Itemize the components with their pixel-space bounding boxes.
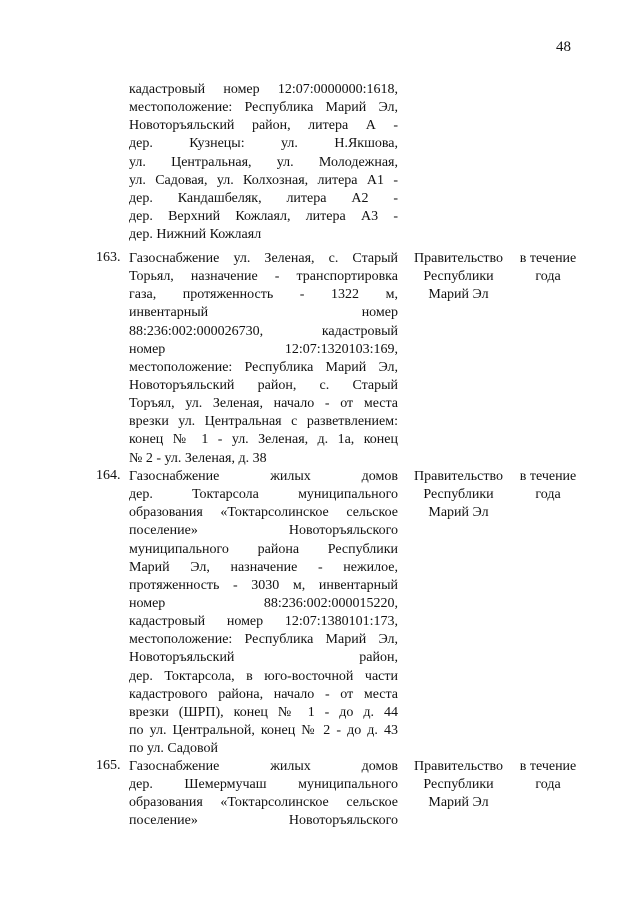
page-number: 48 [556, 39, 571, 55]
responsible-line: Правительство [414, 251, 503, 266]
item-description [129, 81, 398, 244]
text-line: Газоснабжение жилых домов [129, 469, 398, 484]
deadline-line: в течение [519, 469, 577, 484]
text-line: кадастровый номер 12:07:0000000:1618, [129, 82, 398, 97]
item-number: 164. [96, 468, 121, 483]
deadline-line: в течение [519, 251, 577, 266]
responsible-party [407, 758, 510, 812]
text-line: поселение» Новоторъяльского [129, 523, 398, 539]
text-line: образования «Токтарсолинское сельское [129, 505, 398, 521]
text-line: протяженность - 3030 м, инвентарный [129, 577, 398, 593]
text-line: Новоторъяльский район, литера А - [129, 118, 398, 134]
text-line: № 2 - ул. Зеленая, д. 38 [129, 450, 267, 466]
text-line: муниципального района Республики [129, 541, 398, 557]
responsible-line: Марий Эл [428, 287, 489, 303]
responsible-line: Марий Эл [428, 505, 489, 521]
text-line: образования «Токтарсолинское сельское [129, 795, 398, 811]
text-line: кадастрового района, начало - от места [129, 686, 398, 702]
text-line: 88:236:002:000026730, кадастровый [129, 323, 398, 339]
text-line: дер. Кандашбеляк, литера А2 - [129, 190, 398, 206]
text-line: ул. Центральная, ул. Молодежная, [129, 154, 398, 170]
text-line: газа, протяженность - 1322 м, [129, 287, 398, 303]
text-line: врезки (ШРП), конец № 1 - до д. 44 [129, 704, 398, 720]
text-line: номер 88:236:002:000015220, [129, 595, 398, 611]
text-line: местоположение: Республика Марий Эл, [129, 359, 398, 375]
item-number: 165. [96, 758, 121, 773]
text-line: Марий Эл, назначение - нежилое, [129, 559, 398, 575]
text-line: врезки ул. Центральная с разветвлением: [129, 414, 398, 430]
responsible-line: Республики [423, 487, 494, 503]
responsible-line: Республики [423, 269, 494, 285]
text-line: Торъял, ул. Зеленая, начало - от места [129, 396, 398, 412]
text-line: дер. Токтарсола, в юго-восточной части [129, 668, 398, 684]
text-line: номер 12:07:1320103:169, [129, 341, 398, 357]
text-line: Новоторъяльский район, [129, 650, 398, 666]
text-line: Газоснабжение жилых домов [129, 759, 398, 774]
deadline-line: года [535, 777, 561, 793]
deadline [514, 758, 582, 794]
text-line: местоположение: Республика Марий Эл, [129, 100, 398, 116]
text-line: инвентарный номер [129, 305, 398, 321]
deadline-line: в течение [519, 759, 577, 774]
item-description [129, 250, 398, 468]
item-number: 163. [96, 250, 121, 265]
text-line: по ул. Садовой [129, 741, 219, 757]
deadline-line: года [535, 269, 561, 285]
deadline-line: года [535, 487, 561, 503]
deadline [514, 250, 582, 286]
text-line: местоположение: Республика Марий Эл, [129, 632, 398, 648]
text-line: Торьял, назначение - транспортировка [129, 269, 398, 285]
responsible-party [407, 250, 510, 304]
responsible-line: Марий Эл [428, 795, 489, 811]
responsible-line: Республики [423, 777, 494, 793]
text-line: дер. Токтарсола муниципального [129, 487, 398, 503]
item-description [129, 468, 398, 758]
deadline [514, 468, 582, 504]
item-description [129, 758, 398, 831]
text-line: конец № 1 - ул. Зеленая, д. 1а, конец [129, 432, 398, 448]
text-line: дер. Шемермучаш муниципального [129, 777, 398, 793]
text-line: кадастровый номер 12:07:1380101:173, [129, 614, 398, 630]
text-line: по ул. Центральной, конец № 2 - до д. 43 [129, 722, 398, 738]
text-line: поселение» Новоторъяльского [129, 813, 398, 829]
responsible-line: Правительство [414, 759, 503, 774]
responsible-party [407, 468, 510, 522]
responsible-line: Правительство [414, 469, 503, 484]
text-line: ул. Садовая, ул. Колхозная, литера А1 - [129, 172, 398, 188]
text-line: дер. Верхний Кожлаял, литера А3 - [129, 208, 398, 224]
text-line: дер. Кузнецы: ул. Н.Якшова, [129, 136, 398, 152]
text-line: Газоснабжение ул. Зеленая, с. Старый [129, 251, 398, 266]
text-line: Новоторъяльский район, с. Старый [129, 377, 398, 393]
text-line: дер. Нижний Кожлаял [129, 227, 262, 243]
